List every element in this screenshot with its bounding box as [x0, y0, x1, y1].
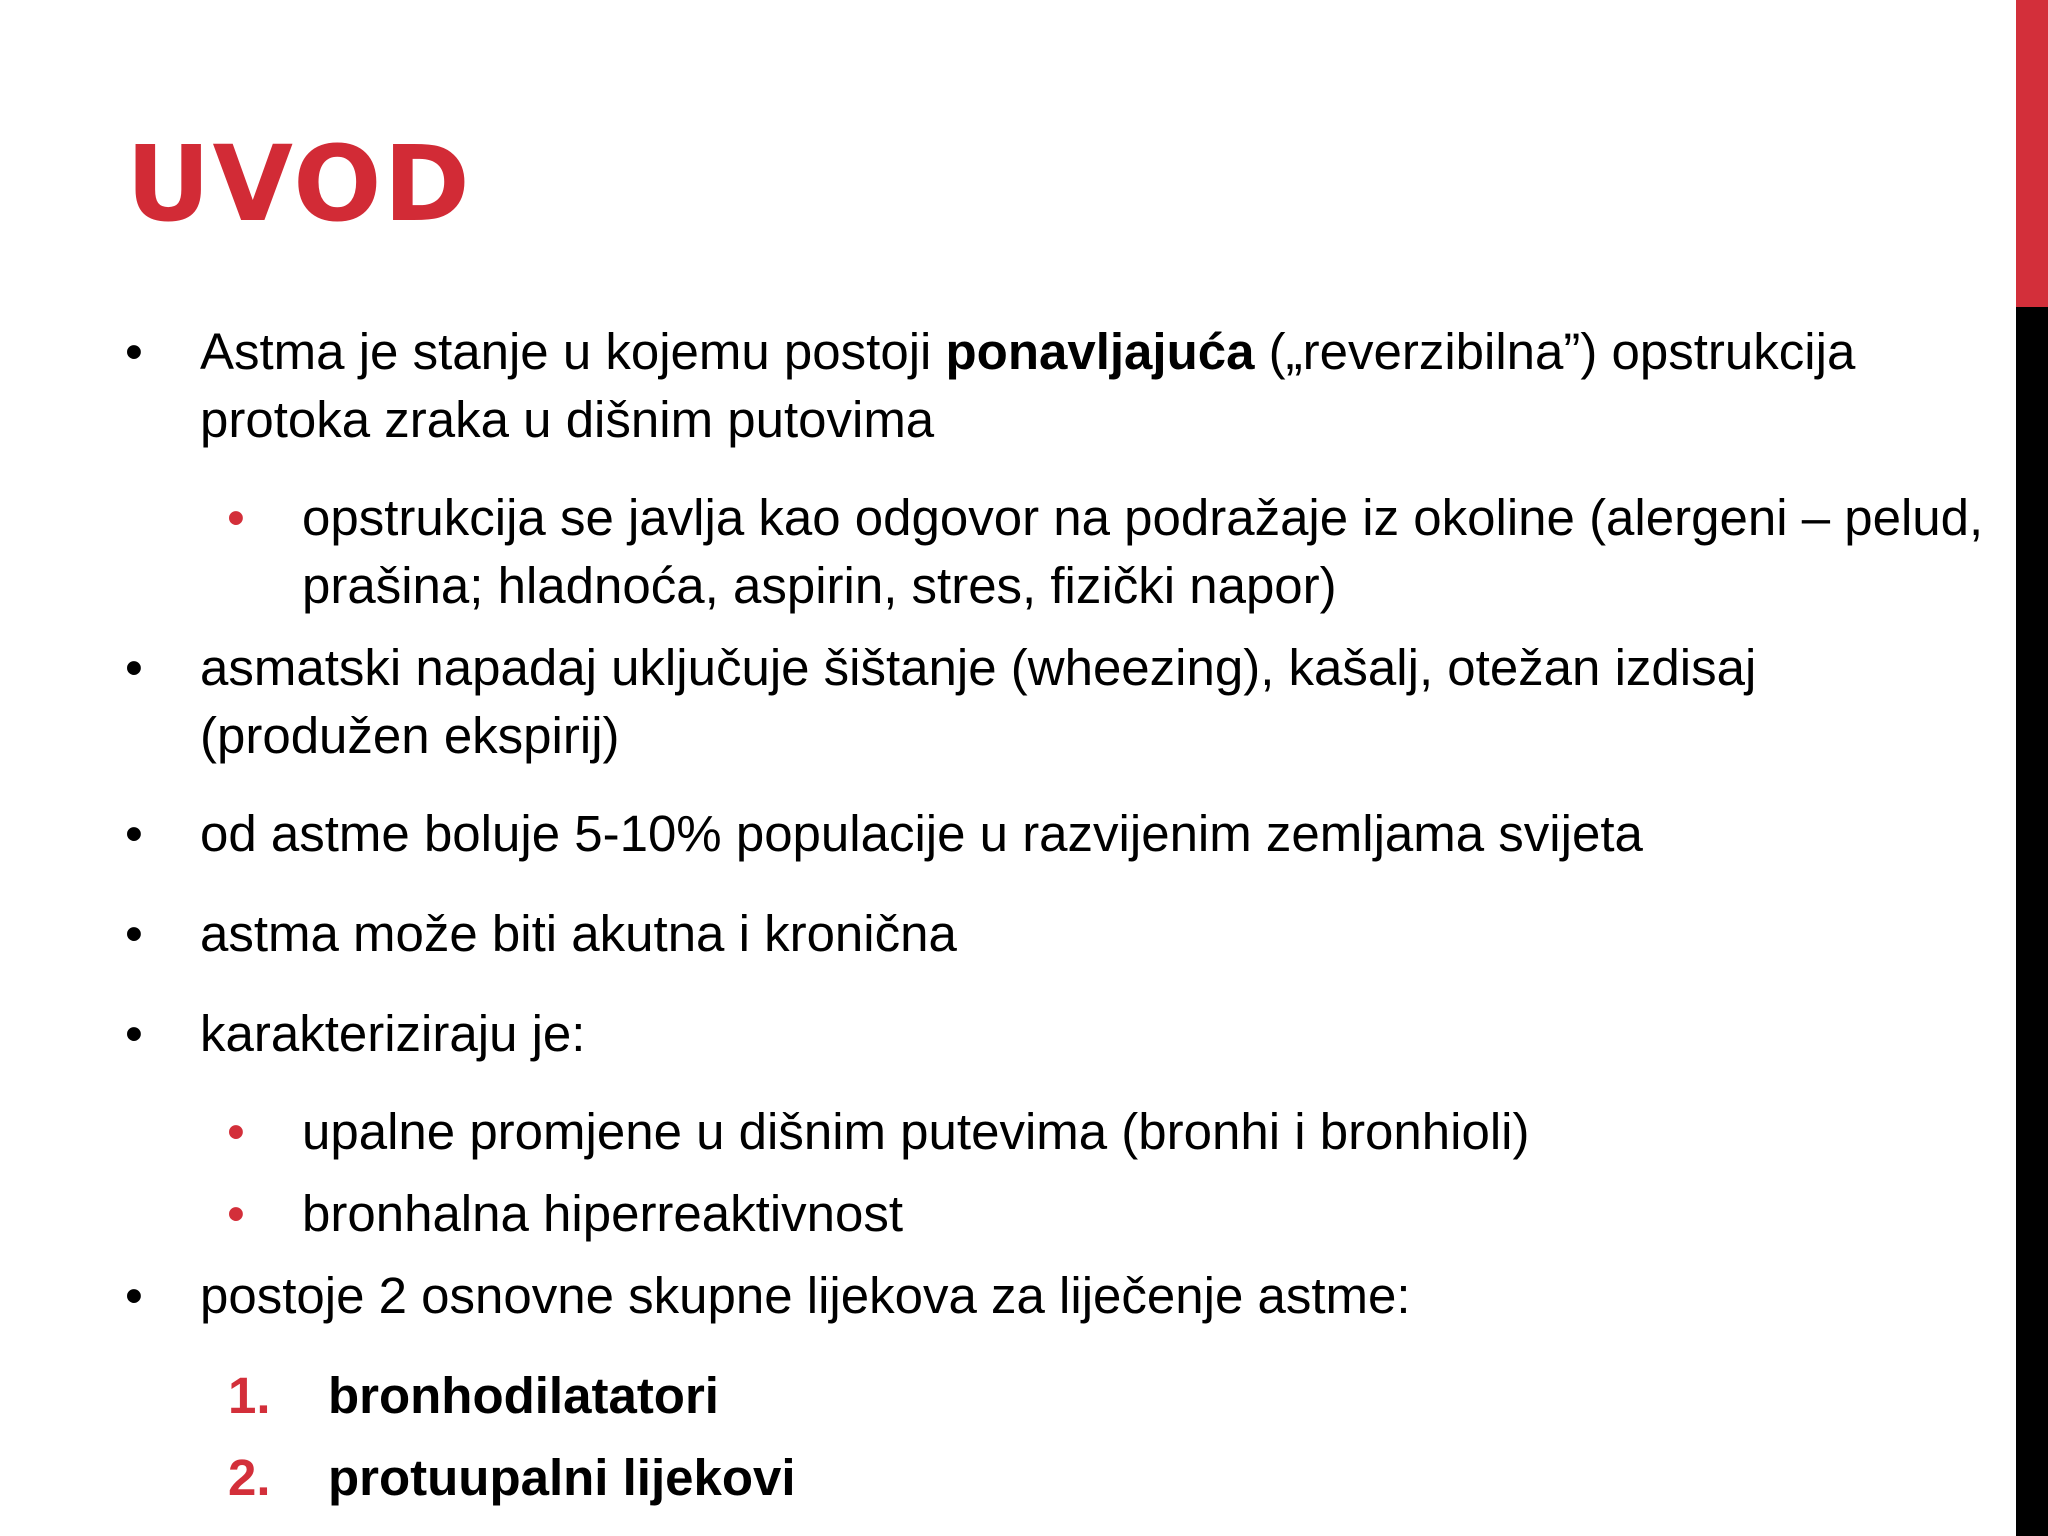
- item-text: Astma je stanje u kojemu postoji: [200, 323, 946, 380]
- bullet-item-6: [125, 1262, 1990, 1330]
- sub-bullet-item-3: [227, 1180, 1992, 1248]
- bullet-marker: •: [125, 1267, 143, 1324]
- bullet-marker: •: [125, 639, 143, 696]
- item-text-bold: bronhodilatatori: [328, 1367, 719, 1424]
- bullet-item-2: [125, 634, 1990, 770]
- item-text: karakteriziraju je:: [200, 1005, 586, 1062]
- bullet-marker: •: [125, 1005, 143, 1062]
- sub-bullet-item-1: [227, 484, 1992, 620]
- sub-bullet-item-2: [227, 1098, 1992, 1166]
- numbered-item-2: [228, 1444, 1988, 1512]
- slide-title: UVOD: [126, 123, 472, 245]
- item-text: opstrukcija se javlja kao odgovor na podražaje iz okoline (alergeni – pelud, prašina; hladnoća, aspirin, stres, fizički napor): [302, 489, 1984, 614]
- item-text: od astme boluje 5-10% populacije u razvijenim zemljama svijeta: [200, 805, 1643, 862]
- item-text-bold: protuupalni lijekovi: [328, 1449, 796, 1506]
- item-text-bold: ponavljajuća: [945, 323, 1255, 380]
- accent-bar-red: [2016, 0, 2048, 307]
- item-text: upalne promjene u dišnim putevima (bronhi i bronhioli): [302, 1103, 1530, 1160]
- bullet-marker: •: [125, 905, 143, 962]
- number-marker: 2.: [228, 1449, 271, 1506]
- bullet-marker: •: [227, 1103, 245, 1160]
- bullet-item-5: [125, 1000, 1990, 1068]
- numbered-item-1: [228, 1362, 1988, 1430]
- bullet-marker: •: [125, 323, 143, 380]
- item-text: postoje 2 osnovne skupne lijekova za liječenje astme:: [200, 1267, 1411, 1324]
- bullet-item-3: [125, 800, 1990, 868]
- bullet-marker: •: [227, 489, 245, 546]
- item-text: asmatski napadaj uključuje šištanje (wheezing), kašalj, otežan izdisaj (produžen ekspirij): [200, 639, 1757, 764]
- accent-bar-black: [2016, 307, 2048, 1536]
- bullet-marker: •: [125, 805, 143, 862]
- item-text: astma može biti akutna i kronična: [200, 905, 957, 962]
- item-text: bronhalna hiperreaktivnost: [302, 1185, 904, 1242]
- bullet-marker: •: [227, 1185, 245, 1242]
- item-text: („reverzibilna”) opstrukcija protoka zraka u dišnim putovima: [200, 323, 1856, 448]
- bullet-item-4: [125, 900, 1990, 968]
- number-marker: 1.: [228, 1367, 271, 1424]
- bullet-item-1: [125, 318, 1990, 454]
